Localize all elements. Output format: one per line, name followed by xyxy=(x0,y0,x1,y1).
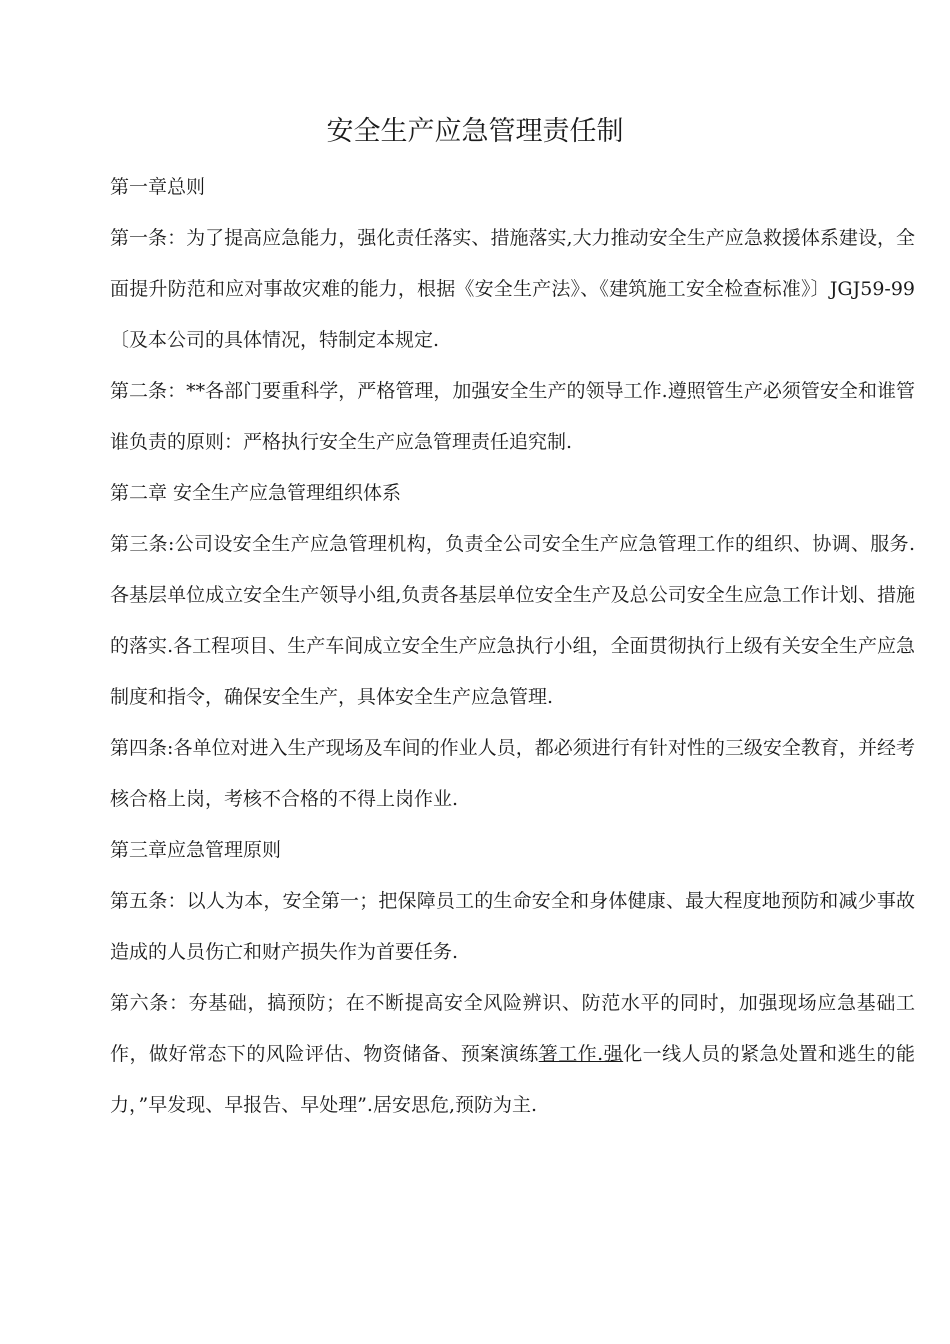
article-6 xyxy=(110,978,915,1131)
document-body xyxy=(110,162,915,1131)
article-1: 第一条：为了提高应急能力，强化责任落实、措施落实,大力推动安全生产应急救援体系建设，全面提升防范和应对事故灾难的能力，根据《安全生产法》、《建筑施工安全检查标准》〕JGJ59-99〔及本公司的具体情况，特制定本规定. xyxy=(110,227,915,351)
chapter-3-heading: 第三章应急管理原则 xyxy=(110,839,282,861)
document-title: 安全生产应急管理责任制 xyxy=(326,116,624,147)
article-6-text-end: 化一线人员的紧急处置和逃生的能力，”早发现、早报告、早处理”.居安思危,预防为主. xyxy=(110,1043,915,1116)
chapter-1-heading: 第一章总则 xyxy=(110,176,206,198)
article-2: 第二条：**各部门要重科学，严格管理，加强安全生产的领导工作.遵照管生产必须管安全和谁管谁负责的原则：严格执行安全生产应急管理责任追究制. xyxy=(110,380,915,453)
article-6-text-start: 第六条：夯基础，搞预防；在不断提高安全风险辨识、防范水平的同时，加强现场应急基础工作，做好常态下的风险评估、物资储备、预案演练 xyxy=(110,992,915,1065)
chapter-2-heading: 第二章 安全生产应急管理组织体系 xyxy=(110,482,402,504)
article-3: 第三条:公司设安全生产应急管理机构，负责全公司安全生产应急管理工作的组织、协调、服务.各基层单位成立安全生产领导小组,负责各基层单位安全生产及总公司安全生应急工作计划、措施的落实.各工程项目、生产车间成立安全生产应急执行小组，全面贯彻执行上级有关安全生产应急制度和指令，确保安全生产，具体安全生产应急管理. xyxy=(110,533,915,708)
article-4: 第四条:各单位对进入生产现场及车间的作业人员，都必须进行有针对性的三级安全教育，并经考核合格上岗，考核不合格的不得上岗作业. xyxy=(110,737,915,810)
article-6-underlined-text: 箸工作.强 xyxy=(538,1043,624,1065)
article-5: 第五条：以人为本，安全第一；把保障员工的生命安全和身体健康、最大程度地预防和减少事故造成的人员伤亡和财产损失作为首要任务. xyxy=(110,890,915,963)
